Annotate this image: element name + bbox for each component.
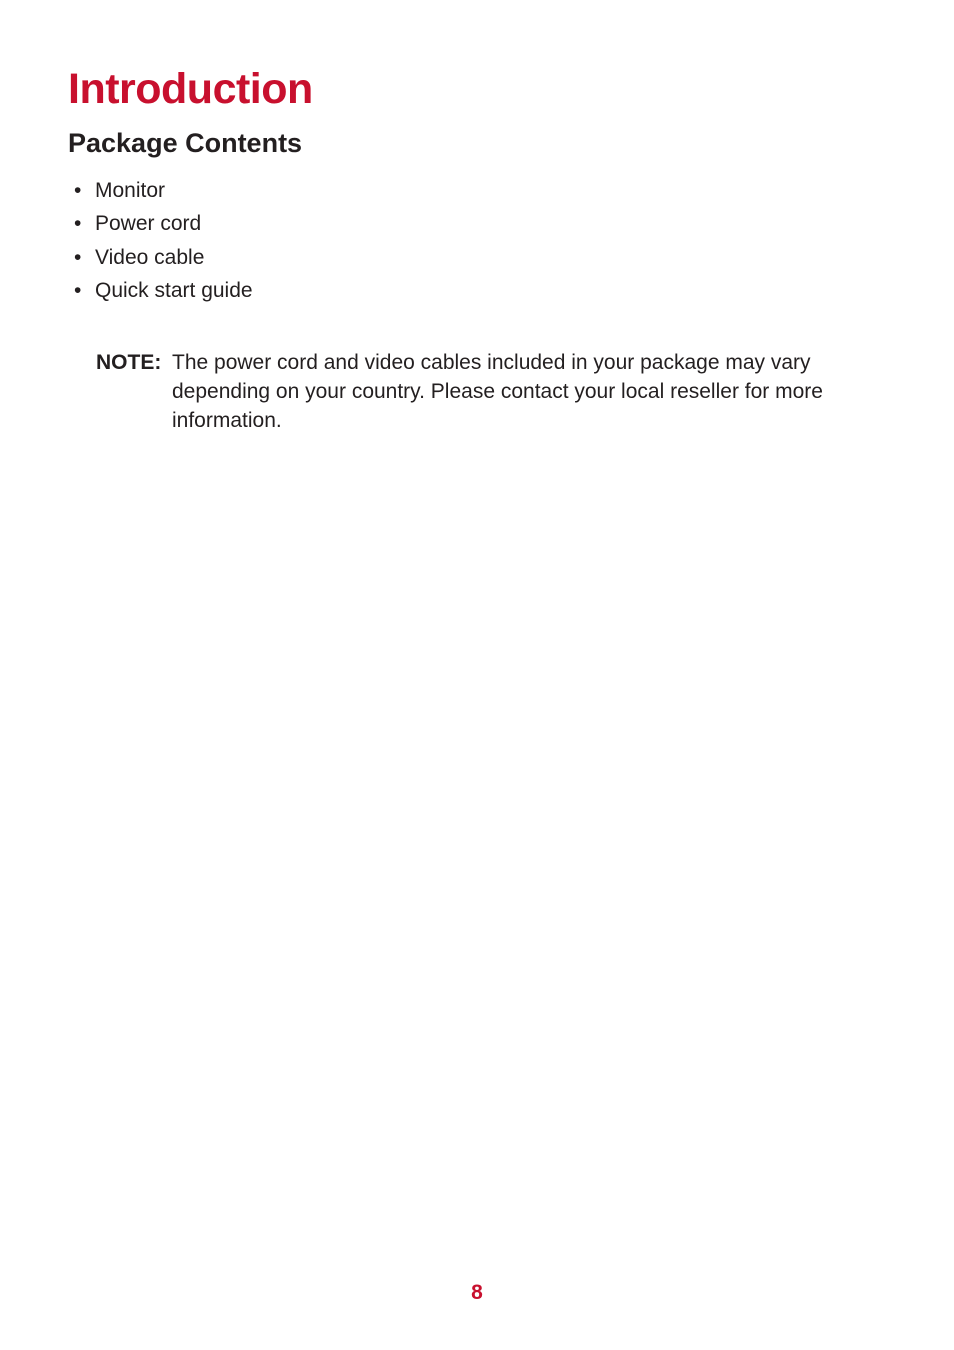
list-item-label: Monitor (95, 179, 166, 202)
section-title: Package Contents (68, 128, 303, 158)
list-item (74, 176, 253, 209)
bullet-icon: • (74, 245, 82, 269)
bullet-icon: • (74, 212, 82, 236)
list-item (74, 209, 253, 242)
package-contents-list (74, 176, 253, 309)
note-label: NOTE: (96, 351, 162, 374)
list-item-label: Power cord (95, 212, 202, 236)
list-item-label: Video cable (95, 245, 205, 269)
list-item (74, 276, 253, 309)
list-item (74, 243, 253, 276)
page-title: Introduction (68, 65, 313, 113)
list-item-label: Quick start guide (95, 278, 253, 302)
bullet-icon: • (74, 278, 82, 302)
note-text: The power cord and video cables included in your package may vary depending on your country. Please contact your local reseller for more information. (172, 351, 823, 432)
page-number: 8 (471, 1281, 483, 1304)
bullet-icon: • (74, 179, 82, 202)
